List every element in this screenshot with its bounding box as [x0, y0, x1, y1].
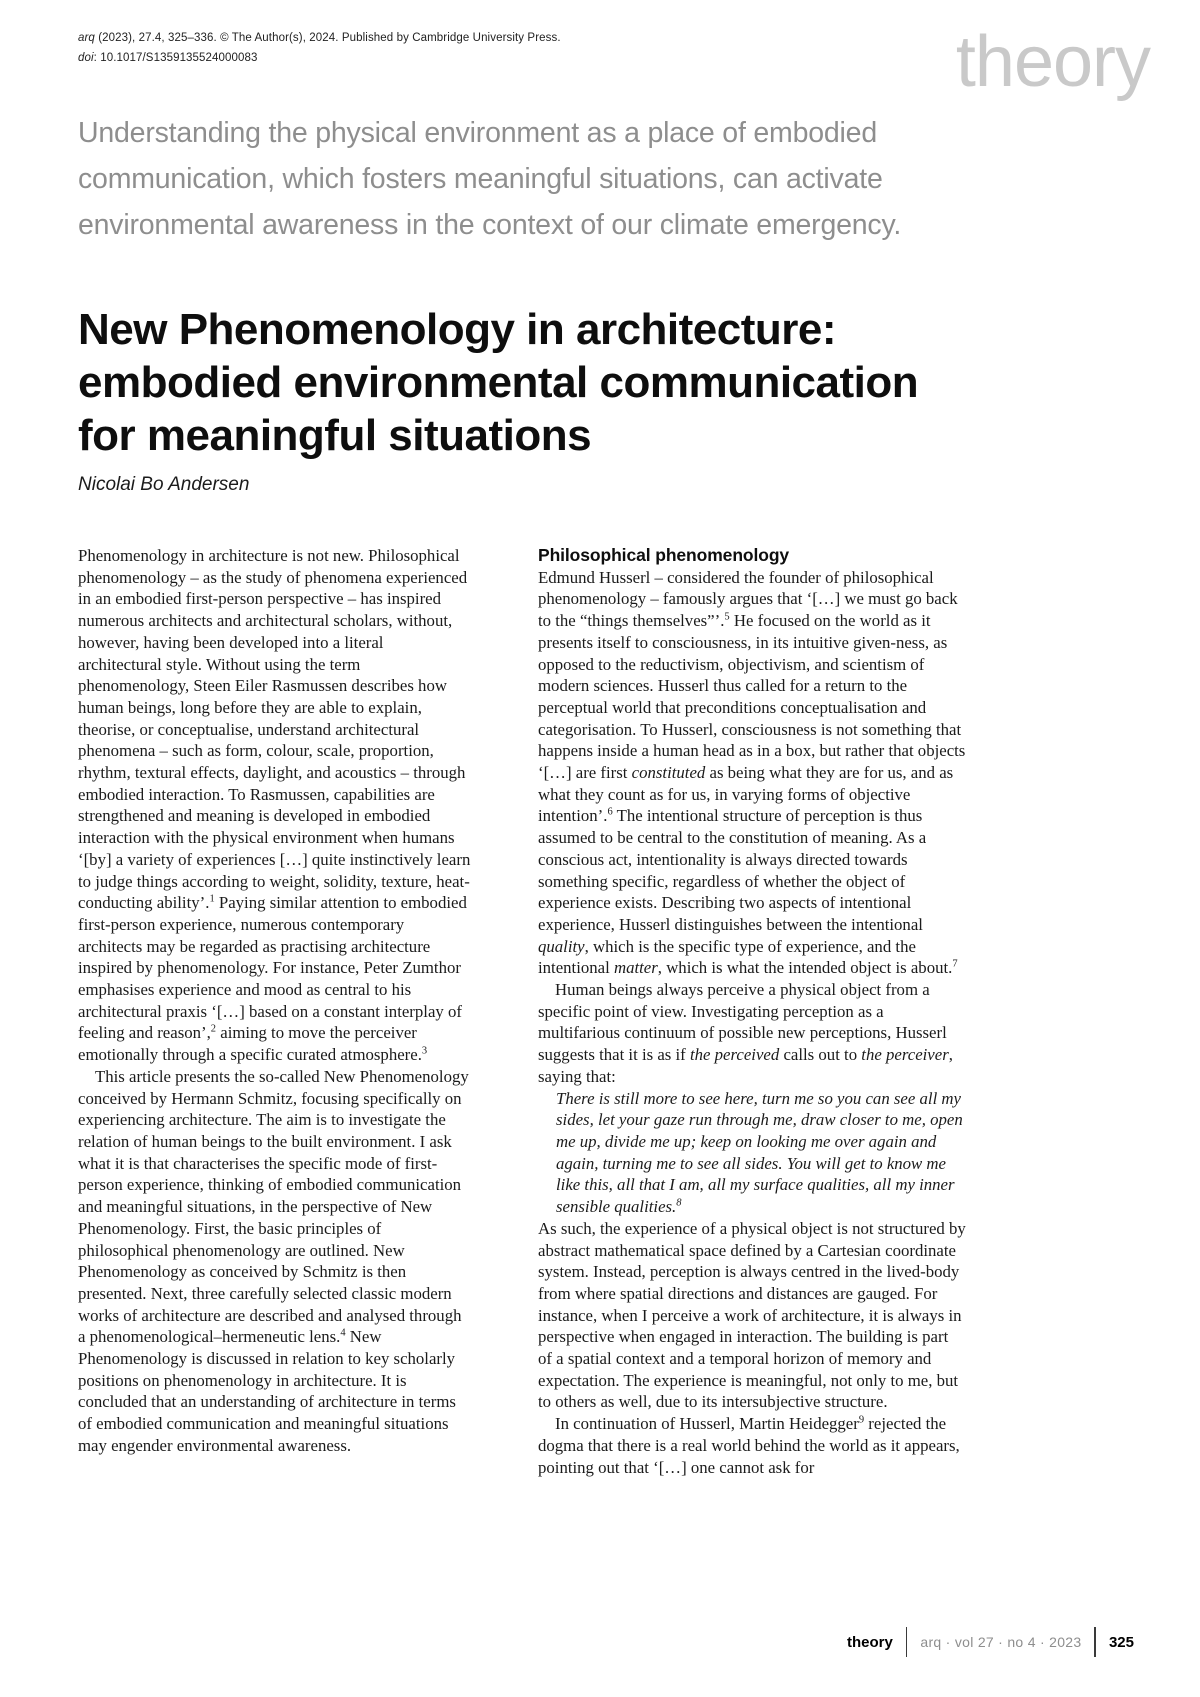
footnote-ref: 1	[209, 893, 215, 905]
text-segment: aiming to move the perceiver emotionally through a specific curated atmosphere.	[78, 1023, 422, 1065]
body-paragraph	[538, 979, 966, 1088]
section-heading	[538, 545, 966, 567]
body-paragraph	[78, 1066, 471, 1457]
text-segment: doi	[78, 52, 94, 65]
block-quote	[538, 1088, 966, 1218]
body-paragraph	[78, 545, 471, 1066]
text-segment: arq	[78, 32, 95, 44]
text-segment: calls out to	[779, 1045, 862, 1065]
footnote-ref: 6	[607, 806, 613, 818]
text-segment: matter	[613, 958, 658, 978]
footnote-ref: 7	[952, 958, 958, 970]
text-segment: quality	[538, 936, 585, 956]
body-paragraph	[538, 567, 966, 979]
left-column	[78, 545, 471, 1457]
text-segment: New Phenomenology is discussed in relation to key scholarly positions on phenomenology in architecture. It is concluded that an understanding of architecture in terms of embodied communication and meaningful situations may engender environmental awareness.	[78, 1327, 456, 1455]
imprint	[78, 28, 561, 68]
text-segment: The intentional structure of perception is thus assumed to be central to the constitution of meaning. As a conscious act, intentionality is always directed towards something specific, regardless of whether the object of experience exists. Describing two aspects of intentional experience, Husserl distinguishes between the intentional	[538, 806, 927, 934]
text-segment: (2023), 27.4, 325–336. © The Author(s), 2024. Published by Cambridge University Press.	[94, 32, 561, 44]
text-segment: the perceived	[689, 1045, 780, 1065]
text-segment: Philosophical phenomenology	[538, 545, 790, 565]
text-segment: , which is what the intended object is about.	[657, 958, 953, 978]
body-paragraph	[538, 1218, 966, 1413]
right-column	[538, 545, 966, 1478]
body-paragraph	[538, 1413, 966, 1478]
footnote-ref: 5	[724, 611, 730, 623]
text-segment: This article presents the so-called New Phenomenology conceived by Hermann Schmitz, focusing specifically on experiencing architecture. The aim is to investigate the relation of human beings to the built environment. I ask what it is that characterises the specific mode of first-person experience, thinking of embodied communication and meaningful situations, in the perspective of New Phenomenology. First, the basic principles of philosophical phenomenology are outlined. New Phenomenology as conceived by Schmitz is then presented. Next, three carefully selected classic modern works of architecture are described and analysed through a phenomenological–hermeneutic lens.	[78, 1066, 469, 1347]
page-footer	[847, 1627, 1134, 1657]
standfirst: Understanding the physical environment as a place of embodied communication, which fosters meaningful situations, can activate environmental awareness in the context of our climate emergency.	[78, 117, 902, 241]
footnote-ref: 3	[421, 1045, 428, 1057]
text-segment: He focused on the world as it presents itself to consciousness, in its intuitive given-ness, as opposed to the reductivism, objectivism, and scientism of modern sciences. Husserl thus called for a return to the perceptual world that preconditions conceptualisation and categorisation. To Husserl, consciousness is not something that happens inside a human head as in a box, but rather that objects ‘[…] are first	[538, 611, 966, 783]
footnote-ref: 4	[340, 1327, 346, 1339]
title-line: New Phenomenology in architecture:	[78, 305, 837, 355]
text-segment: , saying that:	[538, 1045, 953, 1086]
text-segment: There is still more to see here, turn me so you can see all my sides, let your gaze run through me, draw closer to me, open me up, divide me up; keep on looking me over again and again, turning me to see all sides. You will get to know me like this, all that I am, all my surface qualities, all my inner sensible qualities.	[556, 1088, 963, 1217]
text-segment: as being what they are for us, and as what they count as for us, in varying forms of objective intention’.	[538, 763, 954, 826]
footnote-ref: 9	[858, 1414, 865, 1426]
article-body	[78, 545, 966, 1478]
footnote-ref: 2	[210, 1023, 217, 1035]
text-segment: Human beings always perceive a physical object from a specific point of view. Investigating perception as a multifarious continuum of possible new perceptions, Husserl suggests that it is as if	[538, 980, 947, 1065]
text-segment: , which is the specific type of experience, and the intentional	[538, 936, 916, 978]
footer-divider	[906, 1627, 908, 1657]
imprint-citation	[78, 28, 561, 48]
title-line: embodied environmental communication	[78, 358, 919, 408]
footer-divider	[1094, 1627, 1096, 1657]
text-segment: Edmund Husserl – considered the founder of philosophical phenomenology – famously argues that ‘[…] we must go back to the “things themselves”’.	[538, 567, 958, 631]
title-line: for meaningful situations	[78, 411, 592, 461]
author-name: Nicolai Bo Andersen	[78, 474, 250, 495]
section-wordmark: theory	[955, 22, 1150, 102]
text-segment: Phenomenology in architecture is not new. Philosophical phenomenology – as the study of phenomena experienced in an embodied first-person perspective – has inspired numerous architects and architectural scholars, without, however, having been developed into a literal architectural style. Without using the term phenomenology, Steen Eiler Rasmussen describes how human beings, long before they are able to explain, theorise, or conceptualise, understand architectural phenomena – such as form, colour, scale, proportion, rhythm, textural effects, daylight, and acoustics – through embodied interaction. To Rasmussen, capabilities are strengthened and meaning is developed in embodied interaction with the physical environment when humans ‘[by] a variety of experiences […] quite instinctively learn to judge things according to weight, solidity, texture, heat-conducting ability’.	[78, 546, 471, 913]
article-title	[78, 303, 978, 462]
footer-page-number: 325	[1108, 1633, 1134, 1651]
footer-section-label: theory	[847, 1633, 893, 1651]
text-segment: the perceiver	[861, 1045, 949, 1065]
footnote-ref: 8	[676, 1197, 682, 1209]
text-segment: constituted	[631, 763, 706, 783]
text-segment: As such, the experience of a physical object is not structured by abstract mathematical space defined by a Cartesian coordinate system. Instead, perception is always centred in the lived-body from where spatial directions and distances are gauged. For instance, when I perceive a work of architecture, it is always in perspective when engaged in interaction. The building is part of a spatial context and a temporal horizon of memory and expectation. The experience is meaningful, not only to me, but to others as well, due to its intersubjective structure.	[538, 1218, 966, 1412]
text-segment: In continuation of Husserl, Martin Heidegger	[555, 1414, 859, 1434]
imprint-doi	[78, 48, 561, 68]
text-segment: rejected the dogma that there is a real world behind the world as it appears, pointing out that ‘[…] one cannot ask for	[538, 1414, 960, 1477]
text-segment: : 10.1017/S1359135524000083	[93, 52, 258, 65]
footer-issue-info: arq · vol 27 · no 4 · 2023	[920, 1634, 1082, 1650]
text-segment: Paying similar attention to embodied first-person experience, numerous contemporary architects may be regarded as practising architecture inspired by phenomenology. For instance, Peter Zumthor emphasises experience and mood as central to his architectural praxis ‘[…] based on a constant interplay of feeling and reason’,	[78, 893, 467, 1043]
